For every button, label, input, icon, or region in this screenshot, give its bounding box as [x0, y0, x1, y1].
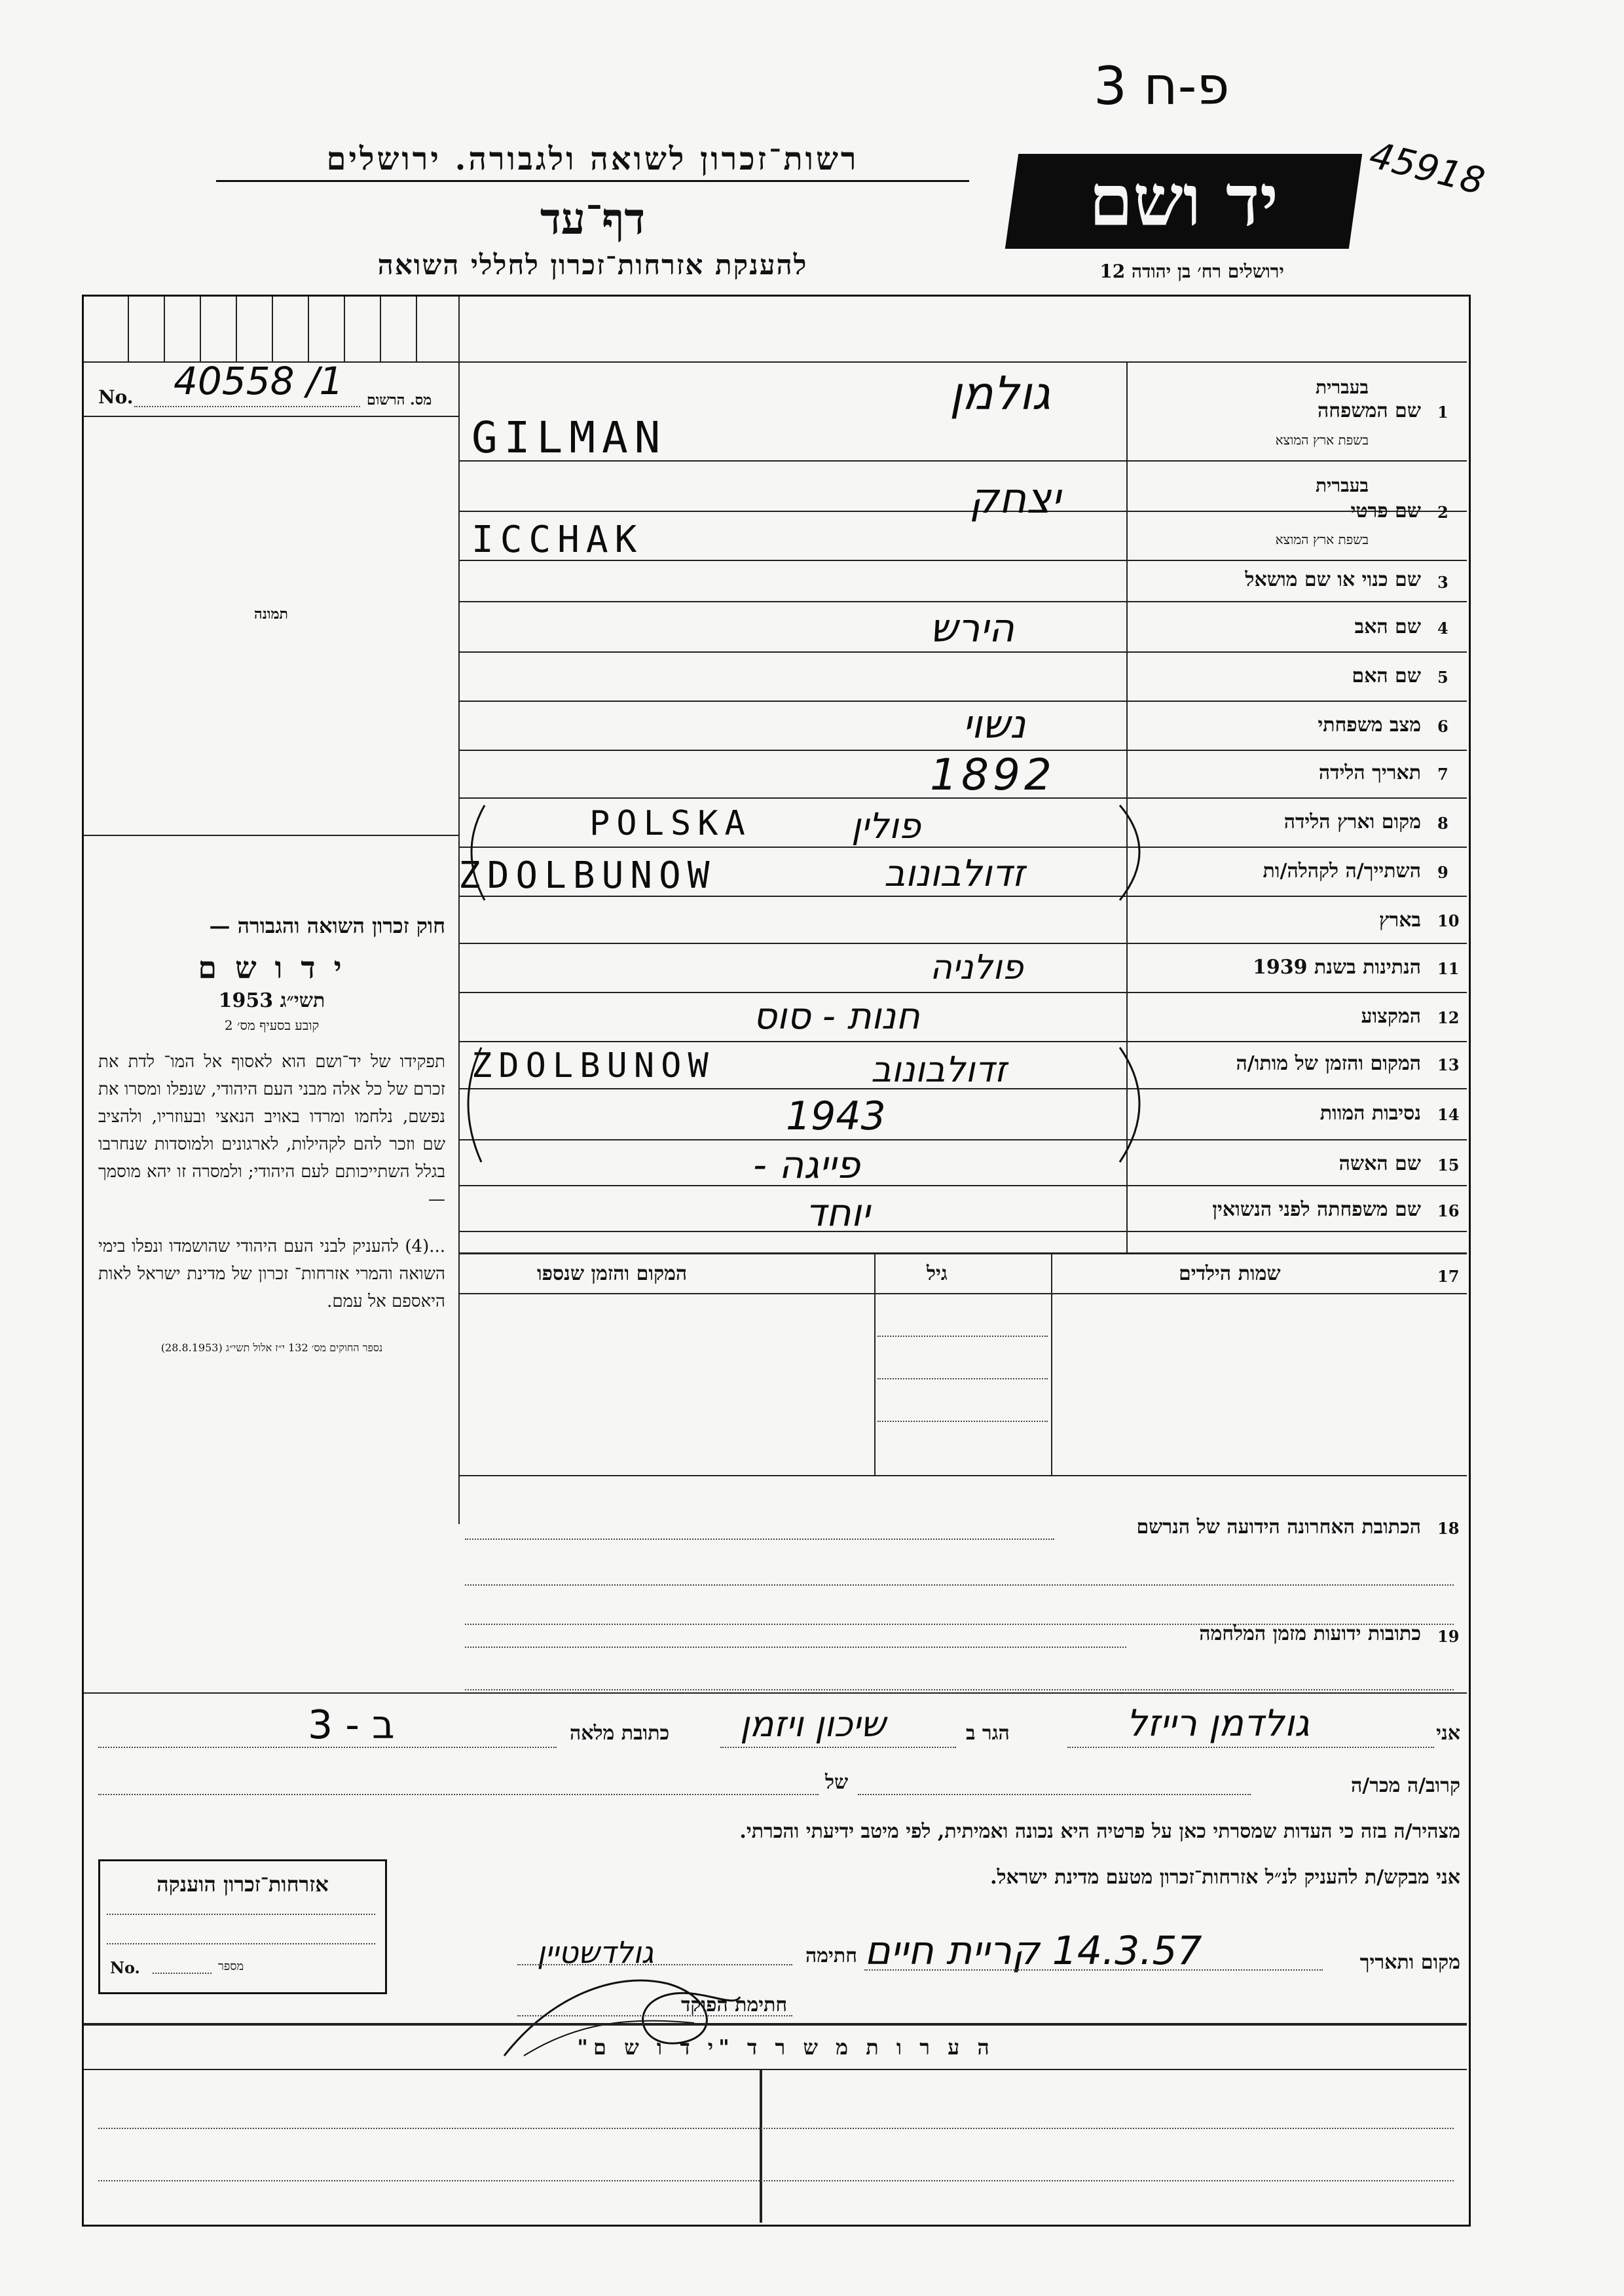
decl-officer-label: חתימת הפוקד	[681, 1994, 788, 2016]
field-3-label: שם כנוי או שם מושאל	[1245, 568, 1421, 591]
field-1-value-latin: GILMAN	[471, 412, 667, 463]
memorial-citizenship-box	[98, 1859, 387, 1994]
law-block	[98, 913, 445, 1355]
field-12-number: 12	[1437, 1008, 1460, 1027]
left-brace	[468, 1048, 481, 1162]
decl-signature: גולדשטיין	[537, 1935, 654, 1970]
field-2-value-hebrew: יצחק	[969, 475, 1061, 523]
field-2-sub-origin: בשפת ארץ המוצא	[1275, 532, 1369, 547]
law-body: תפקידו של יד־ושם הוא לאסוף אל המו־ לדת את זכרם של כל אלה מבני העם היהודי, שנפלו ומסרו את נפשם, נלחמו ומרדו באויב הנאצי ובעוזריו, ולהציב שם וזכר להם לקהילות, לארגונים ולמוסדות שנחרבו בגלל השתייכותם לעם היהודי; ולמסרה זו יהא מוסמך —	[98, 1052, 445, 1209]
decl-full-address: כתובת מלאה	[570, 1722, 670, 1745]
law-name: י ד ו ש ם	[198, 950, 346, 985]
children-header-place: המקום והזמן שנספו	[537, 1262, 688, 1285]
decl-ani: אני	[1436, 1722, 1460, 1745]
reg-no-label: מס. הרשום	[367, 392, 432, 409]
field-5-number: 5	[1437, 668, 1449, 687]
field-13-label: המקום והזמן של מותו/ה	[1236, 1052, 1421, 1075]
law-heading: חוק זכרון השואה והגבורה —	[209, 913, 445, 938]
law-clause: ...(4) להעניק לבני העם היהודי שהושמדו ונפלו בימי השואה והמרי אזרחות־ זכרון של מדינת ישראל לאות היאספם אל עמם.	[98, 1237, 445, 1311]
field-13-value-hebrew: זדולבונוב	[871, 1049, 1007, 1090]
memorial-box-title: אזרחות־זכרון הוענקה	[157, 1872, 329, 1897]
field-6-number: 6	[1437, 717, 1449, 736]
right-brace	[1120, 805, 1139, 900]
field-15-number: 15	[1437, 1156, 1460, 1175]
field-9-number: 9	[1437, 863, 1449, 882]
law-section: קובע בסעיף מס׳ 2	[224, 1017, 320, 1033]
left-brace	[471, 805, 485, 900]
field-13-value-year: 1943	[786, 1093, 886, 1139]
field-13-value-latin: ZDOLBUNOW	[471, 1046, 715, 1085]
logo-text: יד ושם	[1088, 160, 1279, 242]
form-subtitle: להענקת אזרחות־זכרון לחללי השואה	[377, 249, 808, 281]
brace-fields-8-9	[445, 802, 1166, 903]
children-header-names: שמות הילדים	[1179, 1262, 1281, 1285]
law-year: תשי״ג 1953	[218, 989, 325, 1012]
form-title: דף־עד	[540, 193, 646, 244]
decl-signature-label: חתימה	[805, 1944, 857, 1967]
field-18-number: 18	[1437, 1519, 1460, 1538]
field-4-label: שם האב	[1354, 615, 1421, 638]
photo-label: תמונה	[254, 606, 288, 623]
field-9-value-latin: ZDOLBUNOW	[458, 854, 716, 897]
field-17-number: 17	[1437, 1267, 1460, 1286]
top-handwritten-note: 3 פ-ח	[1094, 56, 1230, 117]
field-18-label: הכתובת האחרונה הידועה של הנרשם	[1136, 1516, 1421, 1539]
field-11-number: 11	[1437, 959, 1460, 978]
decl-name: גולדמן רייזל	[1126, 1702, 1310, 1745]
field-7-label: תאריך הלידה	[1318, 761, 1421, 784]
field-7-number: 7	[1437, 765, 1449, 784]
field-15-value: פייגה -	[753, 1142, 860, 1187]
field-2-sub-hebrew: בעברית	[1315, 475, 1369, 496]
field-2-value-latin: ICCHAK	[471, 519, 644, 561]
authority-header: רשות־זכרון לשואה ולגבורה. ירושלים	[216, 141, 969, 182]
field-11-value: פולניה	[930, 948, 1024, 987]
field-6-label: מצב משפחתי	[1318, 714, 1421, 737]
field-9-label: השתייך/ה לקהלה/ות	[1263, 860, 1421, 883]
field-1-sub-hebrew: בעברית	[1315, 376, 1369, 398]
field-1-number: 1	[1437, 403, 1449, 422]
field-19-number: 19	[1437, 1627, 1460, 1646]
yad-vashem-logo	[1005, 154, 1362, 249]
field-8-number: 8	[1437, 814, 1449, 833]
field-4-number: 4	[1437, 619, 1449, 638]
field-2-label: שם פרטי	[1350, 500, 1421, 522]
decl-place-date: 14.3.57 קריית חיים	[864, 1928, 1202, 1974]
decl-city: שיכון ויזמן	[740, 1704, 886, 1745]
decl-resident: הגר ב	[966, 1722, 1010, 1745]
field-2-number: 2	[1437, 503, 1449, 522]
field-12-value: חנות - סוס	[753, 995, 920, 1038]
field-8-value-hebrew: פולין	[851, 805, 921, 847]
field-16-number: 16	[1437, 1201, 1460, 1220]
field-10-number: 10	[1437, 911, 1460, 930]
field-19-label: כתובות ידועות מזמן המלחמה	[1199, 1622, 1421, 1645]
field-5-label: שם האם	[1352, 665, 1421, 687]
decl-statement: מצהיר/ה בזה כי העדות שמסרתי כאן על פרטיה היא נכונה ואמיתית, לפי מיטב ידיעתי והכרתי.	[739, 1820, 1460, 1843]
field-15-label: שם האשה	[1338, 1152, 1421, 1175]
field-8-value-latin: POLSKA	[589, 804, 752, 843]
field-3-number: 3	[1437, 573, 1449, 592]
decl-address-value: ב - 3	[308, 1702, 395, 1748]
office-notes-header: ה ע ר ו ת מ ש ר ד "י ד ו ש ם"	[577, 2035, 995, 2060]
field-16-value: יוחד	[805, 1190, 870, 1235]
field-13-number: 13	[1437, 1055, 1460, 1074]
field-12-label: המקצוע	[1361, 1005, 1421, 1028]
field-14-label: נסיבות המוות	[1320, 1102, 1421, 1125]
field-7-value: 1892	[930, 750, 1056, 800]
top-right-stamp-number: 45918	[1365, 134, 1489, 204]
memorial-box-number-label: מספר	[218, 1959, 244, 1973]
decl-place-date-label: מקום ותאריך	[1359, 1951, 1460, 1974]
address: ירושלים רח׳ בן יהודה 12	[1099, 261, 1284, 282]
field-14-number: 14	[1437, 1105, 1460, 1124]
decl-relative: קרוב/ה מכר/ה	[1351, 1774, 1460, 1797]
decl-of: של	[825, 1771, 849, 1794]
field-9-value-hebrew: זדולבונוב	[884, 852, 1025, 895]
field-11-label: הנתינות בשנת 1939	[1252, 956, 1421, 979]
field-4-value: הירש	[930, 606, 1014, 651]
memorial-box-no: No.	[110, 1958, 140, 1977]
field-1-label: שם המשפחה	[1317, 399, 1421, 422]
law-footer: נספר החוקים מס׳ 132 י״ז אלול תשי״ג (28.8.1953)	[160, 1341, 383, 1354]
field-1-value-hebrew: גולמן	[950, 367, 1051, 420]
decl-request: אני מבקש/ת להעניק לנ״ל אזרחות־זכרון מטעם מדינת ישראל.	[990, 1866, 1460, 1889]
field-1-sub-origin: בשפת ארץ המוצא	[1275, 432, 1369, 448]
right-brace	[1120, 1048, 1139, 1162]
field-8-label: מקום וארץ הלידה	[1283, 811, 1421, 833]
reg-number: 40558 /1	[174, 359, 344, 403]
field-16-label: שם משפחתה לפני הנשואין	[1212, 1198, 1421, 1221]
field-6-value: נשוי	[963, 702, 1026, 748]
field-10-label: בארץ	[1378, 909, 1421, 932]
reg-no-prefix: No.	[98, 386, 134, 408]
children-header-age: גיל	[927, 1262, 948, 1285]
